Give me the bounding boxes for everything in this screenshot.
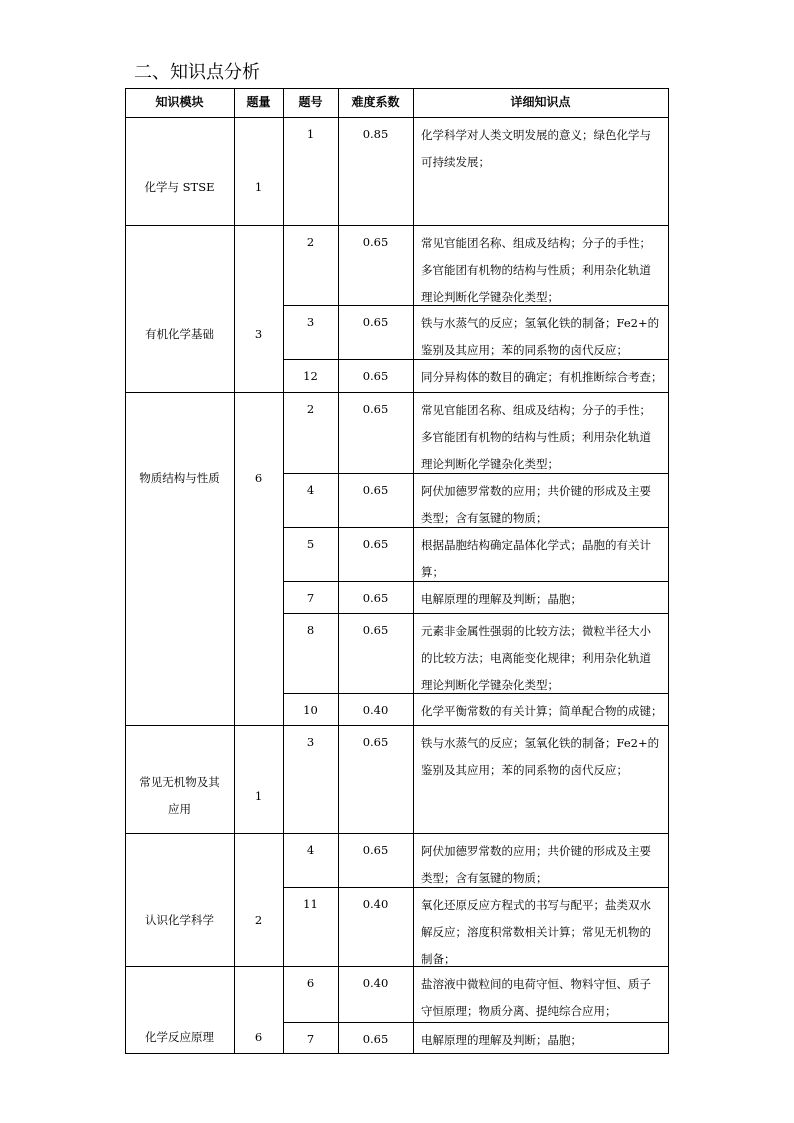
- module-cell: 物质结构与性质: [139, 471, 220, 485]
- count-cell: 2: [254, 913, 263, 927]
- detail-line: 的比较方法；电离能变化规律；利用杂化轨道: [421, 651, 651, 665]
- question-number: 7: [306, 591, 315, 605]
- count-cell: 1: [254, 180, 263, 194]
- column-header: 难度系数: [351, 95, 400, 109]
- detail-line: 盐溶液中微粒间的电荷守恒、物料守恒、质子: [421, 977, 651, 991]
- detail-line: 可持续发展；: [421, 155, 490, 169]
- module-label-line: 应用: [168, 802, 191, 816]
- question-number: 12: [303, 369, 318, 383]
- question-number: 4: [306, 843, 315, 857]
- difficulty-value: 0.65: [362, 402, 389, 416]
- detail-line: 类型；含有氢键的物质；: [421, 511, 548, 525]
- difficulty-value: 0.65: [362, 483, 389, 497]
- detail-line: 算；: [421, 565, 444, 579]
- column-header: 题量: [246, 95, 271, 109]
- module-cell: 有机化学基础: [145, 327, 214, 341]
- difficulty-value: 0.65: [362, 369, 389, 383]
- detail-line: 阿伏加德罗常数的应用；共价键的形成及主要: [421, 844, 651, 858]
- question-number: 7: [306, 1032, 315, 1046]
- detail-cell: [413, 586, 668, 613]
- detail-cell: [413, 397, 668, 478]
- group-divider: [125, 225, 669, 226]
- detail-cell: [413, 122, 668, 176]
- detail-cell: [413, 618, 668, 699]
- detail-cell: [413, 1027, 668, 1054]
- difficulty-value: 0.65: [362, 315, 389, 329]
- detail-line: 守恒原理；物质分离、提纯综合应用；: [421, 1004, 617, 1018]
- difficulty-value: 0.65: [362, 537, 389, 551]
- question-number: 6: [306, 976, 315, 990]
- difficulty-value: 0.65: [362, 1032, 389, 1046]
- module-cell: 化学反应原理: [145, 1030, 214, 1044]
- question-number: 2: [306, 402, 315, 416]
- detail-line: 氧化还原反应方程式的书写与配平；盐类双水: [421, 898, 651, 912]
- detail-line: 制备；: [421, 952, 456, 966]
- question-number: 1: [306, 127, 315, 141]
- detail-cell: [413, 532, 668, 586]
- detail-line: 多官能团有机物的结构与性质；利用杂化轨道: [421, 430, 651, 444]
- detail-line: 类型；含有氢键的物质；: [421, 871, 548, 885]
- detail-line: 化学平衡常数的有关计算；简单配合物的成键；: [421, 704, 663, 718]
- module-label-line: 常见无机物及其: [139, 775, 220, 789]
- detail-cell: [413, 730, 668, 784]
- detail-cell: [413, 478, 668, 532]
- detail-line: 鉴别及其应用；苯的同系物的卤代反应；: [421, 343, 628, 357]
- header-divider: [125, 117, 669, 118]
- module-cell: [125, 769, 234, 823]
- difficulty-value: 0.40: [362, 976, 389, 990]
- difficulty-value: 0.40: [362, 703, 389, 717]
- question-number: 10: [303, 703, 318, 717]
- detail-cell: [413, 310, 668, 364]
- difficulty-value: 0.65: [362, 735, 389, 749]
- question-number: 8: [306, 623, 315, 637]
- detail-line: 根据晶胞结构确定晶体化学式；晶胞的有关计: [421, 538, 651, 552]
- question-number: 3: [306, 735, 315, 749]
- detail-line: 同分异构体的数目的确定；有机推断综合考查；: [421, 370, 663, 384]
- difficulty-value: 0.85: [362, 127, 389, 141]
- detail-line: 解反应；溶度积常数相关计算；常见无机物的: [421, 925, 651, 939]
- detail-line: 阿伏加德罗常数的应用；共价键的形成及主要: [421, 484, 651, 498]
- question-number: 11: [303, 897, 318, 911]
- detail-cell: [413, 364, 668, 391]
- difficulty-value: 0.40: [362, 897, 389, 911]
- group-divider: [125, 392, 669, 393]
- column-header: 知识模块: [155, 95, 204, 109]
- detail-cell: [413, 230, 668, 311]
- detail-line: 常见官能团名称、组成及结构；分子的手性；: [421, 236, 651, 250]
- difficulty-value: 0.65: [362, 591, 389, 605]
- module-cell: 认识化学科学: [145, 913, 214, 927]
- section-heading: 二、知识点分析: [134, 62, 260, 83]
- column-header: 详细知识点: [510, 95, 571, 109]
- detail-line: 理论判断化学键杂化类型；: [421, 678, 559, 692]
- detail-line: 多官能团有机物的结构与性质；利用杂化轨道: [421, 263, 651, 277]
- module-cell: 化学与 STSE: [144, 180, 215, 194]
- difficulty-value: 0.65: [362, 843, 389, 857]
- detail-line: 理论判断化学键杂化类型；: [421, 457, 559, 471]
- detail-line: 常见官能团名称、组成及结构；分子的手性；: [421, 403, 651, 417]
- question-number: 3: [306, 315, 315, 329]
- detail-line: 化学科学对人类文明发展的意义；绿色化学与: [421, 128, 651, 142]
- count-cell: 6: [254, 471, 263, 485]
- question-number: 5: [306, 537, 315, 551]
- detail-line: 铁与水蒸气的反应；氢氧化铁的制备；Fe2+的: [421, 736, 660, 750]
- difficulty-value: 0.65: [362, 235, 389, 249]
- row-divider: [283, 613, 669, 614]
- count-cell: 3: [254, 327, 263, 341]
- detail-cell: [413, 698, 668, 725]
- detail-line: 理论判断化学键杂化类型；: [421, 290, 559, 304]
- question-number: 2: [306, 235, 315, 249]
- detail-line: 电解原理的理解及判断；晶胞；: [421, 592, 582, 606]
- detail-cell: [413, 971, 668, 1025]
- detail-line: 元素非金属性强弱的比较方法；微粒半径大小: [421, 624, 651, 638]
- detail-line: 电解原理的理解及判断；晶胞；: [421, 1033, 582, 1047]
- detail-line: 铁与水蒸气的反应；氢氧化铁的制备；Fe2+的: [421, 316, 660, 330]
- column-divider: [668, 88, 669, 1054]
- group-divider: [125, 725, 669, 726]
- question-number: 4: [306, 483, 315, 497]
- detail-cell: [413, 838, 668, 892]
- count-cell: 1: [254, 788, 263, 803]
- column-header: 题号: [298, 95, 323, 109]
- detail-cell: [413, 892, 668, 973]
- difficulty-value: 0.65: [362, 623, 389, 637]
- count-cell: 6: [254, 1030, 263, 1044]
- group-divider: [125, 833, 669, 834]
- detail-line: 鉴别及其应用；苯的同系物的卤代反应；: [421, 763, 628, 777]
